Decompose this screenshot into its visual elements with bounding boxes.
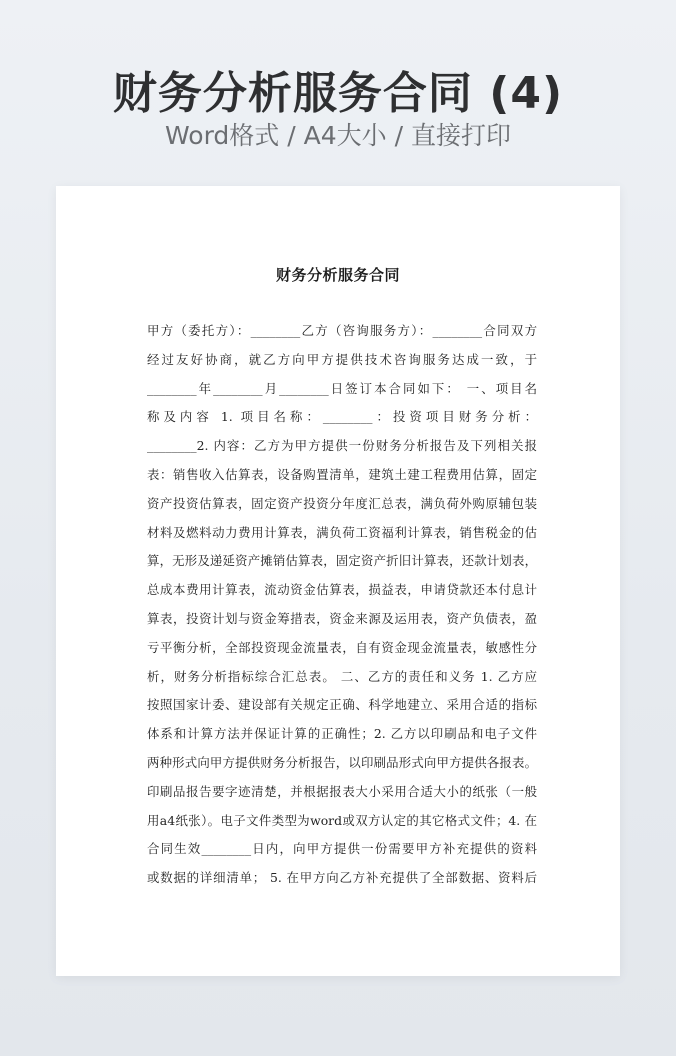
document-line: 材料及燃料动力费用计算表，满负荷工资福利计算表，销售税金的估 — [147, 524, 537, 540]
document-line: 两种形式向甲方提供财务分析报告，以印刷品形式向甲方提供各报表。 — [147, 754, 537, 770]
document-body — [147, 317, 537, 893]
document-line: 用a4纸张）。电子文件类型为word或双方认定的其它格式文件；4. 在 — [147, 812, 537, 828]
document-line: 算表，投资计划与资金筹措表，资金来源及运用表，资产负债表，盈 — [147, 610, 537, 626]
document-page — [56, 186, 620, 976]
document-line: 体系和计算方法并保证计算的正确性；2. 乙方以印刷品和电子文件 — [147, 726, 537, 742]
document-line: ________2. 内容：乙方为甲方提供一份财务分析报告及下列相关报 — [147, 438, 537, 454]
document-line: 印刷品报告要字迹清楚，并根据报表大小采用合适大小的纸张（一般 — [147, 783, 537, 799]
document-line: 算，无形及递延资产摊销估算表，固定资产折旧计算表，还款计划表， — [147, 553, 537, 569]
document-line: 或数据的详细清单； 5. 在甲方向乙方补充提供了全部数据、资料后 — [147, 870, 537, 886]
document-line: 总成本费用计算表，流动资金估算表，损益表，申请贷款还本付息计 — [147, 582, 537, 598]
document-line: 亏平衡分析，全部投资现金流量表，自有资金现金流量表，敏感性分 — [147, 639, 537, 655]
document-title: 财务分析服务合同 — [275, 266, 400, 284]
document-line: 按照国家计委、建设部有关规定正确、科学地建立、采用合适的指标 — [147, 697, 537, 713]
document-line: 甲方（委托方）：________乙方（咨询服务方）：________合同双方 — [147, 323, 537, 338]
page-subtitle: Word格式 / A4大小 / 直接打印 — [165, 121, 511, 150]
document-line: 合同生效________日内，向甲方提供一份需要甲方补充提供的资料 — [147, 841, 537, 857]
document-line: 表：销售收入估算表，设备购置清单，建筑土建工程费用估算，固定 — [147, 466, 537, 482]
document-line: ________年________月________日签订本合同如下： 一、项目名 — [147, 380, 537, 396]
document-line: 析，财务分析指标综合汇总表。 二、乙方的责任和义务 1. 乙方应 — [147, 668, 537, 684]
document-line: 资产投资估算表，固定资产投资分年度汇总表，满负荷外购原辅包装 — [147, 495, 537, 511]
document-line: 经过友好协商，就乙方向甲方提供技术咨询服务达成一致，于 — [147, 351, 537, 367]
page-title: 财务分析服务合同 (4) — [112, 68, 564, 119]
document-line: 称及内容 1. 项目名称：________：投资项目财务分析： — [147, 409, 537, 425]
